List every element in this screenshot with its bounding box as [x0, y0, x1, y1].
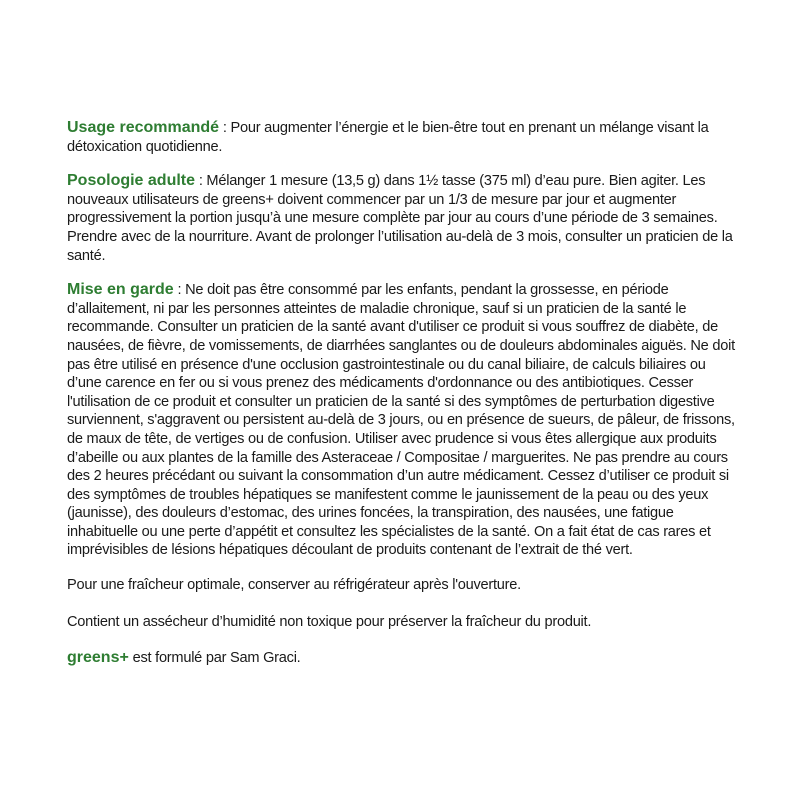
warning-paragraph	[67, 281, 738, 560]
warning-label: Mise en garde	[67, 281, 174, 299]
usage-paragraph	[67, 119, 738, 156]
dosage-label: Posologie adulte	[67, 172, 196, 190]
storage-paragraph: Pour une fraîcheur optimale, conserver au réfrigérateur après l'ouverture.	[67, 577, 521, 594]
usage-text: : Pour augmenter l’énergie et le bien-être tout en prenant un mélange visant la détoxication quotidienne.	[67, 120, 709, 155]
brand-name: greens+	[67, 649, 129, 667]
dosage-paragraph	[67, 172, 738, 265]
usage-label: Usage recommandé	[67, 119, 220, 136]
formulator-paragraph	[67, 649, 738, 668]
dosage-text: : Mélanger 1 mesure (13,5 g) dans 1½ tasse (375 ml) d’eau pure. Bien agiter. Les nouveaux utilisateurs de greens+ doivent commencer par un 1/3 de mesure par jour et augmenter progressivement la portion jusqu’à une mesure complète par jour au cours d’une période de 3 semaines. Prendre avec de la nourriture. Avant de prolonger l’utilisation au-delà de 3 mois, consulter un praticien de la santé.	[67, 173, 733, 264]
warning-text: : Ne doit pas être consommé par les enfants, pendant la grossesse, en période d’allaitement, ni par les personnes atteintes de maladie chronique, sauf si un praticien de la santé le recommande. Consulter un praticien de la santé avant d'utiliser ce produit si vous souffrez de diabète, de nausées, de fièvre, de vomissements, de diarrhées sanglantes ou de douleurs abdominales aiguës. Ne doit pas être utilisé en présence d'une occlusion gastrointestinale ou du canal biliaire, de calculs biliaires ou d’une carence en fer ou si vous prenez des médicaments d'ordonnance ou des antibiotiques. Cesser l'utilisation de ce produit et consulter un praticien de la santé si des symptômes de perturbation digestive surviennent, s'aggravent ou persistent au-delà de 3 jours, ou en présence de sueurs, de pâleur, de frissons, de maux de tête, de vertiges ou de confusion. Utiliser avec prudence si vous êtes allergique aux produits d’abeille ou aux plantes de la famille des Asteraceae / Compositae / marguerites. Ne pas prendre au cours des 2 heures précédant ou suivant la consommation d’un autre médicament. Cessez d’utiliser ce produit si des symptômes de troubles hépatiques se manifestent comme le jaunissement de la peau ou des yeux (jaunisse), des douleurs d’estomac, des urines foncées, la transpiration, des nausées, une fatigue inhabituelle ou une perte d’appétit et consultez les spécialistes de la santé. On a fait état de cas rares et imprévisibles de lésions hépatiques découlant de produits contenant de l’extrait de thé vert.	[67, 282, 735, 559]
desiccant-paragraph: Contient un assécheur d’humidité non toxique pour préserver la fraîcheur du produit.	[67, 613, 592, 630]
formulator-text: est formulé par Sam Graci.	[128, 650, 301, 667]
